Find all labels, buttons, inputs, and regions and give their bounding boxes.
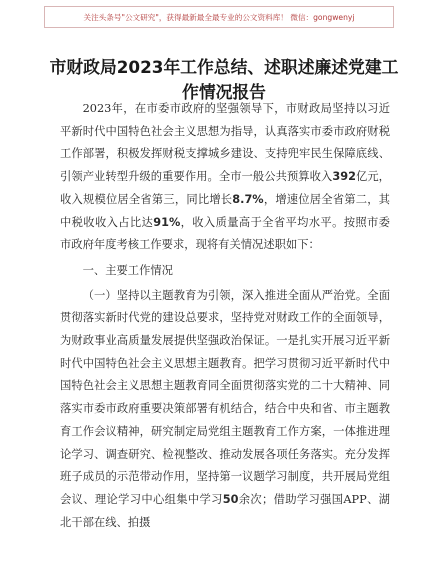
- promo-banner: 关注头条号"公文研究"，获得最新最全最专业的公文资料库！ 微信：gongwenyj: [44, 6, 394, 28]
- intro-text-4: ，收入质量高于全省平均水平。按照市委市政府年度考核工作要求，现将有关情况述职如下：: [60, 215, 390, 252]
- study-count-value: 50: [222, 492, 239, 506]
- intro-text-2: 亿元，收入规模位居全省第三，同比增长: [60, 170, 390, 206]
- tax-share-value: 91%: [153, 215, 181, 229]
- revenue-value: 392: [332, 170, 356, 184]
- document-title: 市财政局2023年工作总结、述职述廉述党建工作情况报告: [49, 57, 399, 102]
- growth-value: 8.7%: [232, 192, 264, 206]
- intro-text-1: 2023年，在市委市政府的坚强领导下，市财政局坚持以习近平新时代中国特色社会主义思想为指导，认真落实市委市政府财税工作部署，积极发挥财税支撑城乡建设、支持兜牢民生保障底线、引领产业转型升级的重要作用。全市一般公共预算收入: [60, 102, 390, 184]
- subsection-text-2: 余次；借助学习强国APP、湖北干部在线、拍摄: [60, 492, 390, 529]
- intro-text-3: ，增速位居全省第二，其中税收收入占比达: [60, 192, 390, 229]
- intro-paragraph: [60, 98, 390, 257]
- subsection-text-1: （一）坚持以主题教育为引领，深入推进全面从严治党。全面贯彻落实新时代党的建设总要求，坚持党对财政工作的全面领导，为财政事业高质量发展提供坚强政治保证。一是扎实开展习近平新时代中国特色社会主义思想主题教育。把学习贯彻习近平新时代中国特色社会主义思想主题教育同全面贯彻落实党的二十大精神、同落实市委市政府重要决策部署有机结合，结合中央和省、市主题教育工作会议精神，研究制定局党组主题教育工作方案，一体推进理论学习、调查研究、检视整改、推动发展各项任务落实。充分发挥班子成员的示范带动作用，坚持第一议题学习制度，共开展局党组会议、理论学习中心组集中学习: [60, 288, 390, 506]
- document-body: [60, 98, 390, 534]
- section-heading: 一、主要工作情况: [82, 263, 173, 277]
- subsection-paragraph: [60, 285, 390, 535]
